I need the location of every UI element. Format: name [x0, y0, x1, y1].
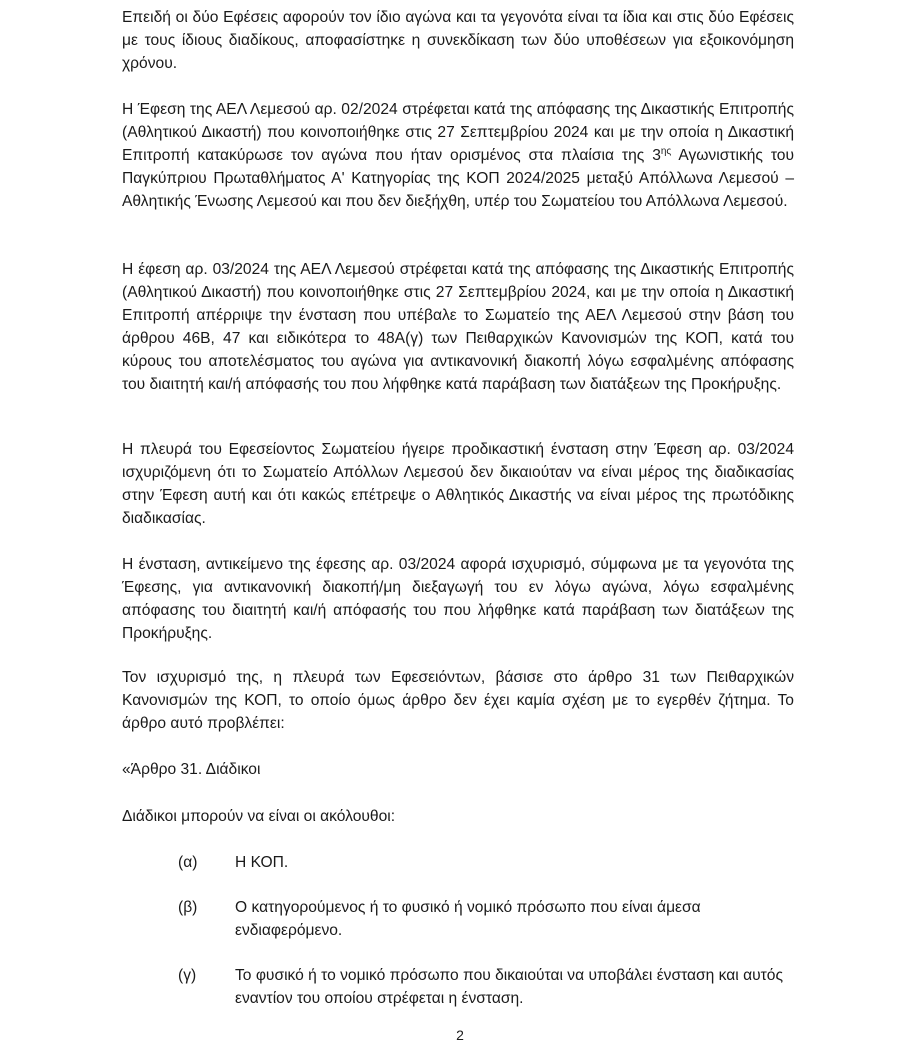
paragraph-appeal-02-2024 [122, 98, 794, 213]
paragraph-objection-subject: Η ένσταση, αντικείμενο της έφεσης αρ. 03/2024 αφορά ισχυρισμό, σύμφωνα με τα γεγονότα της Έφεσης, για αντικανονική διακοπή/μη διεξαγωγή του εν λόγω αγώνα, λόγω εσφαλμένης απόφασης του διαιτητή και/ή απόφασής του που λήφθηκε κατά παράβαση των διατάξεων της Προκήρυξης. [122, 556, 794, 642]
article-heading: «Άρθρο 31. Διάδικοι [122, 761, 261, 778]
list-text: Το φυσικό ή το νομικό πρόσωπο που δικαιούται να υποβάλει ένσταση και αυτός εναντίον του οποίου στρέφεται η ένσταση. [235, 967, 783, 1007]
list-marker: (α) [178, 854, 198, 871]
list-marker: (γ) [178, 967, 197, 984]
paragraph-joint-hearing: Επειδή οι δύο Εφέσεις αφορούν τον ίδιο αγώνα και τα γεγονότα είναι τα ίδια και στις δύο Εφέσεις με τους ίδιους διαδίκους, αποφασίστηκε η συνεκδίκαση των δύο υποθέσεων για εξοικονόμηση χρόνου. [122, 9, 794, 72]
paragraph-appeal-02-2024-part2: Αγωνιστικής του Παγκύπριου Πρωταθλήματος Α' Κατηγορίας της ΚΟΠ 2024/2025 μεταξύ Απόλλωνα Λεμεσού – Αθλητικής Ένωσης Λεμεσού και που δεν διεξήχθη, υπέρ του Σωματείου του Απόλλωνα Λεμεσού. [122, 147, 795, 210]
page-number: 2 [456, 1027, 464, 1043]
paragraph-appeal-02-2024-part1: Η Έφεση της ΑΕΛ Λεμεσού αρ. 02/2024 στρέφεται κατά της απόφασης της Δικαστικής Επιτροπής (Αθλητικού Δικαστή) που κοινοποιήθηκε στις 27 Σεπτεμβρίου 2024 και με την οποία η Δικαστική Επιτροπή κατακύρωσε τον αγώνα που ήταν ορισμένος στα πλαίσια της 3 [122, 101, 794, 164]
paragraph-appeal-03-2024: Η έφεση αρ. 03/2024 της ΑΕΛ Λεμεσού στρέφεται κατά της απόφασης της Δικαστικής Επιτροπής (Αθλητικού Δικαστή) που κοινοποιήθηκε στις 27 Σεπτεμβρίου 2024, και με την οποία η Δικαστική Επιτροπή απέρριψε την ένσταση που υπέβαλε το Σωματείο της ΑΕΛ Λεμεσού στην βάση του άρθρου 46Β, 47 και ειδικότερα το 48Α(γ) των Πειθαρχικών Κανονισμών της ΚΟΠ, κατά του κύρους του αποτελέσματος του αγώνα για αντικανονική διακοπή λόγω εσφαλμένης απόφασης του διαιτητή και/ή απόφασής του που λήφθηκε κατά παράβαση των διατάξεων της Προκήρυξης. [122, 261, 794, 393]
list-text: Ο κατηγορούμενος ή το φυσικό ή νομικό πρόσωπο που είναι άμεσα ενδιαφερόμενο. [235, 899, 701, 939]
paragraph-preliminary-objection: Η πλευρά του Εφεσείοντος Σωματείου ήγειρε προδικαστική ένσταση στην Έφεση αρ. 03/2024 ισχυριζόμενη ότι το Σωματείο Απόλλων Λεμεσού δεν δικαιούταν να είναι μέρος της διαδικασίας στην Έφεση αυτή και ότι κακώς επέτρεψε ο Αθλητικός Δικαστής να είναι μέρος της πρωτόδικης διαδικασίας. [122, 441, 794, 527]
article-intro: Διάδικοι μπορούν να είναι οι ακόλουθοι: [122, 808, 396, 825]
list-text: Η ΚΟΠ. [235, 854, 289, 871]
paragraph-article-31-claim: Τον ισχυρισμό της, η πλευρά των Εφεσειόντων, βάσισε στο άρθρο 31 των Πειθαρχικών Κανονισμών της ΚΟΠ, το οποίο όμως άρθρο δεν έχει καμία σχέση με το εγερθέν ζήτημα. Το άρθρο αυτό προβλέπει: [122, 669, 794, 732]
list-marker: (β) [178, 899, 198, 916]
ordinal-suffix: ης [660, 145, 672, 157]
